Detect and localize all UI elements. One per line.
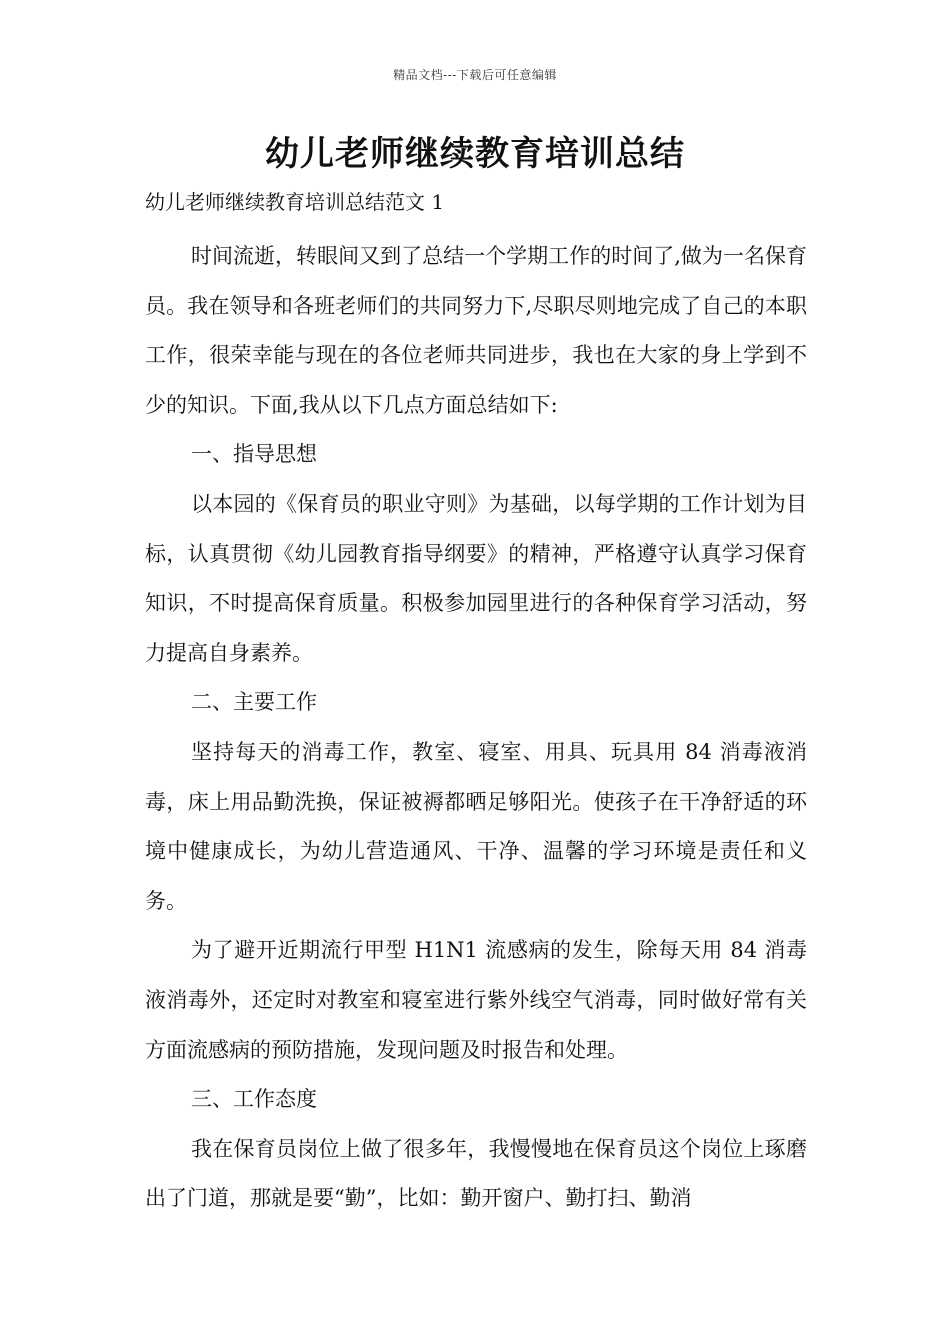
header-note: 精品文档---下载后可任意编辑 bbox=[393, 68, 557, 82]
document-subtitle: 幼儿老师继续教育培训总结范文 1 bbox=[145, 190, 445, 214]
section-heading-work-attitude: 三、工作态度 bbox=[191, 1087, 317, 1112]
paragraph-guiding-thought: 以本园的《保育员的职业守则》为基础，以每学期的工作计划为目标，认真贯彻《幼儿园教育指导纲要》的精神，严格遵守认真学习保育知识，不时提高保育质量。积极参加园里进行的各种保育学习活动，努力提高自身素养。 bbox=[145, 491, 807, 665]
document-title: 幼儿老师继续教育培训总结 bbox=[265, 134, 685, 174]
paragraph-flu-prevention: 为了避开近期流行甲型 H1N1 流感病的发生，除每天用 84 消毒液消毒外，还定时对教室和寝室进行紫外线空气消毒，同时做好常有关方面流感病的预防措施，发现问题及时报告和处理。 bbox=[145, 938, 807, 1062]
document-body bbox=[145, 232, 807, 1224]
section-heading-main-work: 二、主要工作 bbox=[191, 690, 317, 715]
section-heading-guiding-thought: 一、指导思想 bbox=[191, 442, 317, 467]
paragraph-work-attitude: 我在保育员岗位上做了很多年，我慢慢地在保育员这个岗位上琢磨出了门道，那就是要“勤”，比如：勤开窗户、勤打扫、勤消 bbox=[145, 1136, 807, 1211]
paragraph-intro: 时间流逝，转眼间又到了总结一个学期工作的时间了,做为一名保育员。我在领导和各班老师们的共同努力下,尽职尽则地完成了自己的本职工作，很荣幸能与现在的各位老师共同进步，我也在大家的身上学到不少的知识。下面,我从以下几点方面总结如下: bbox=[145, 244, 807, 417]
paragraph-disinfection: 坚持每天的消毒工作，教室、寝室、用具、玩具用 84 消毒液消毒，床上用品勤洗换，保证被褥都晒足够阳光。使孩子在干净舒适的环境中健康成长，为幼儿营造通风、干净、温馨的学习环境是责任和义务。 bbox=[145, 739, 807, 913]
